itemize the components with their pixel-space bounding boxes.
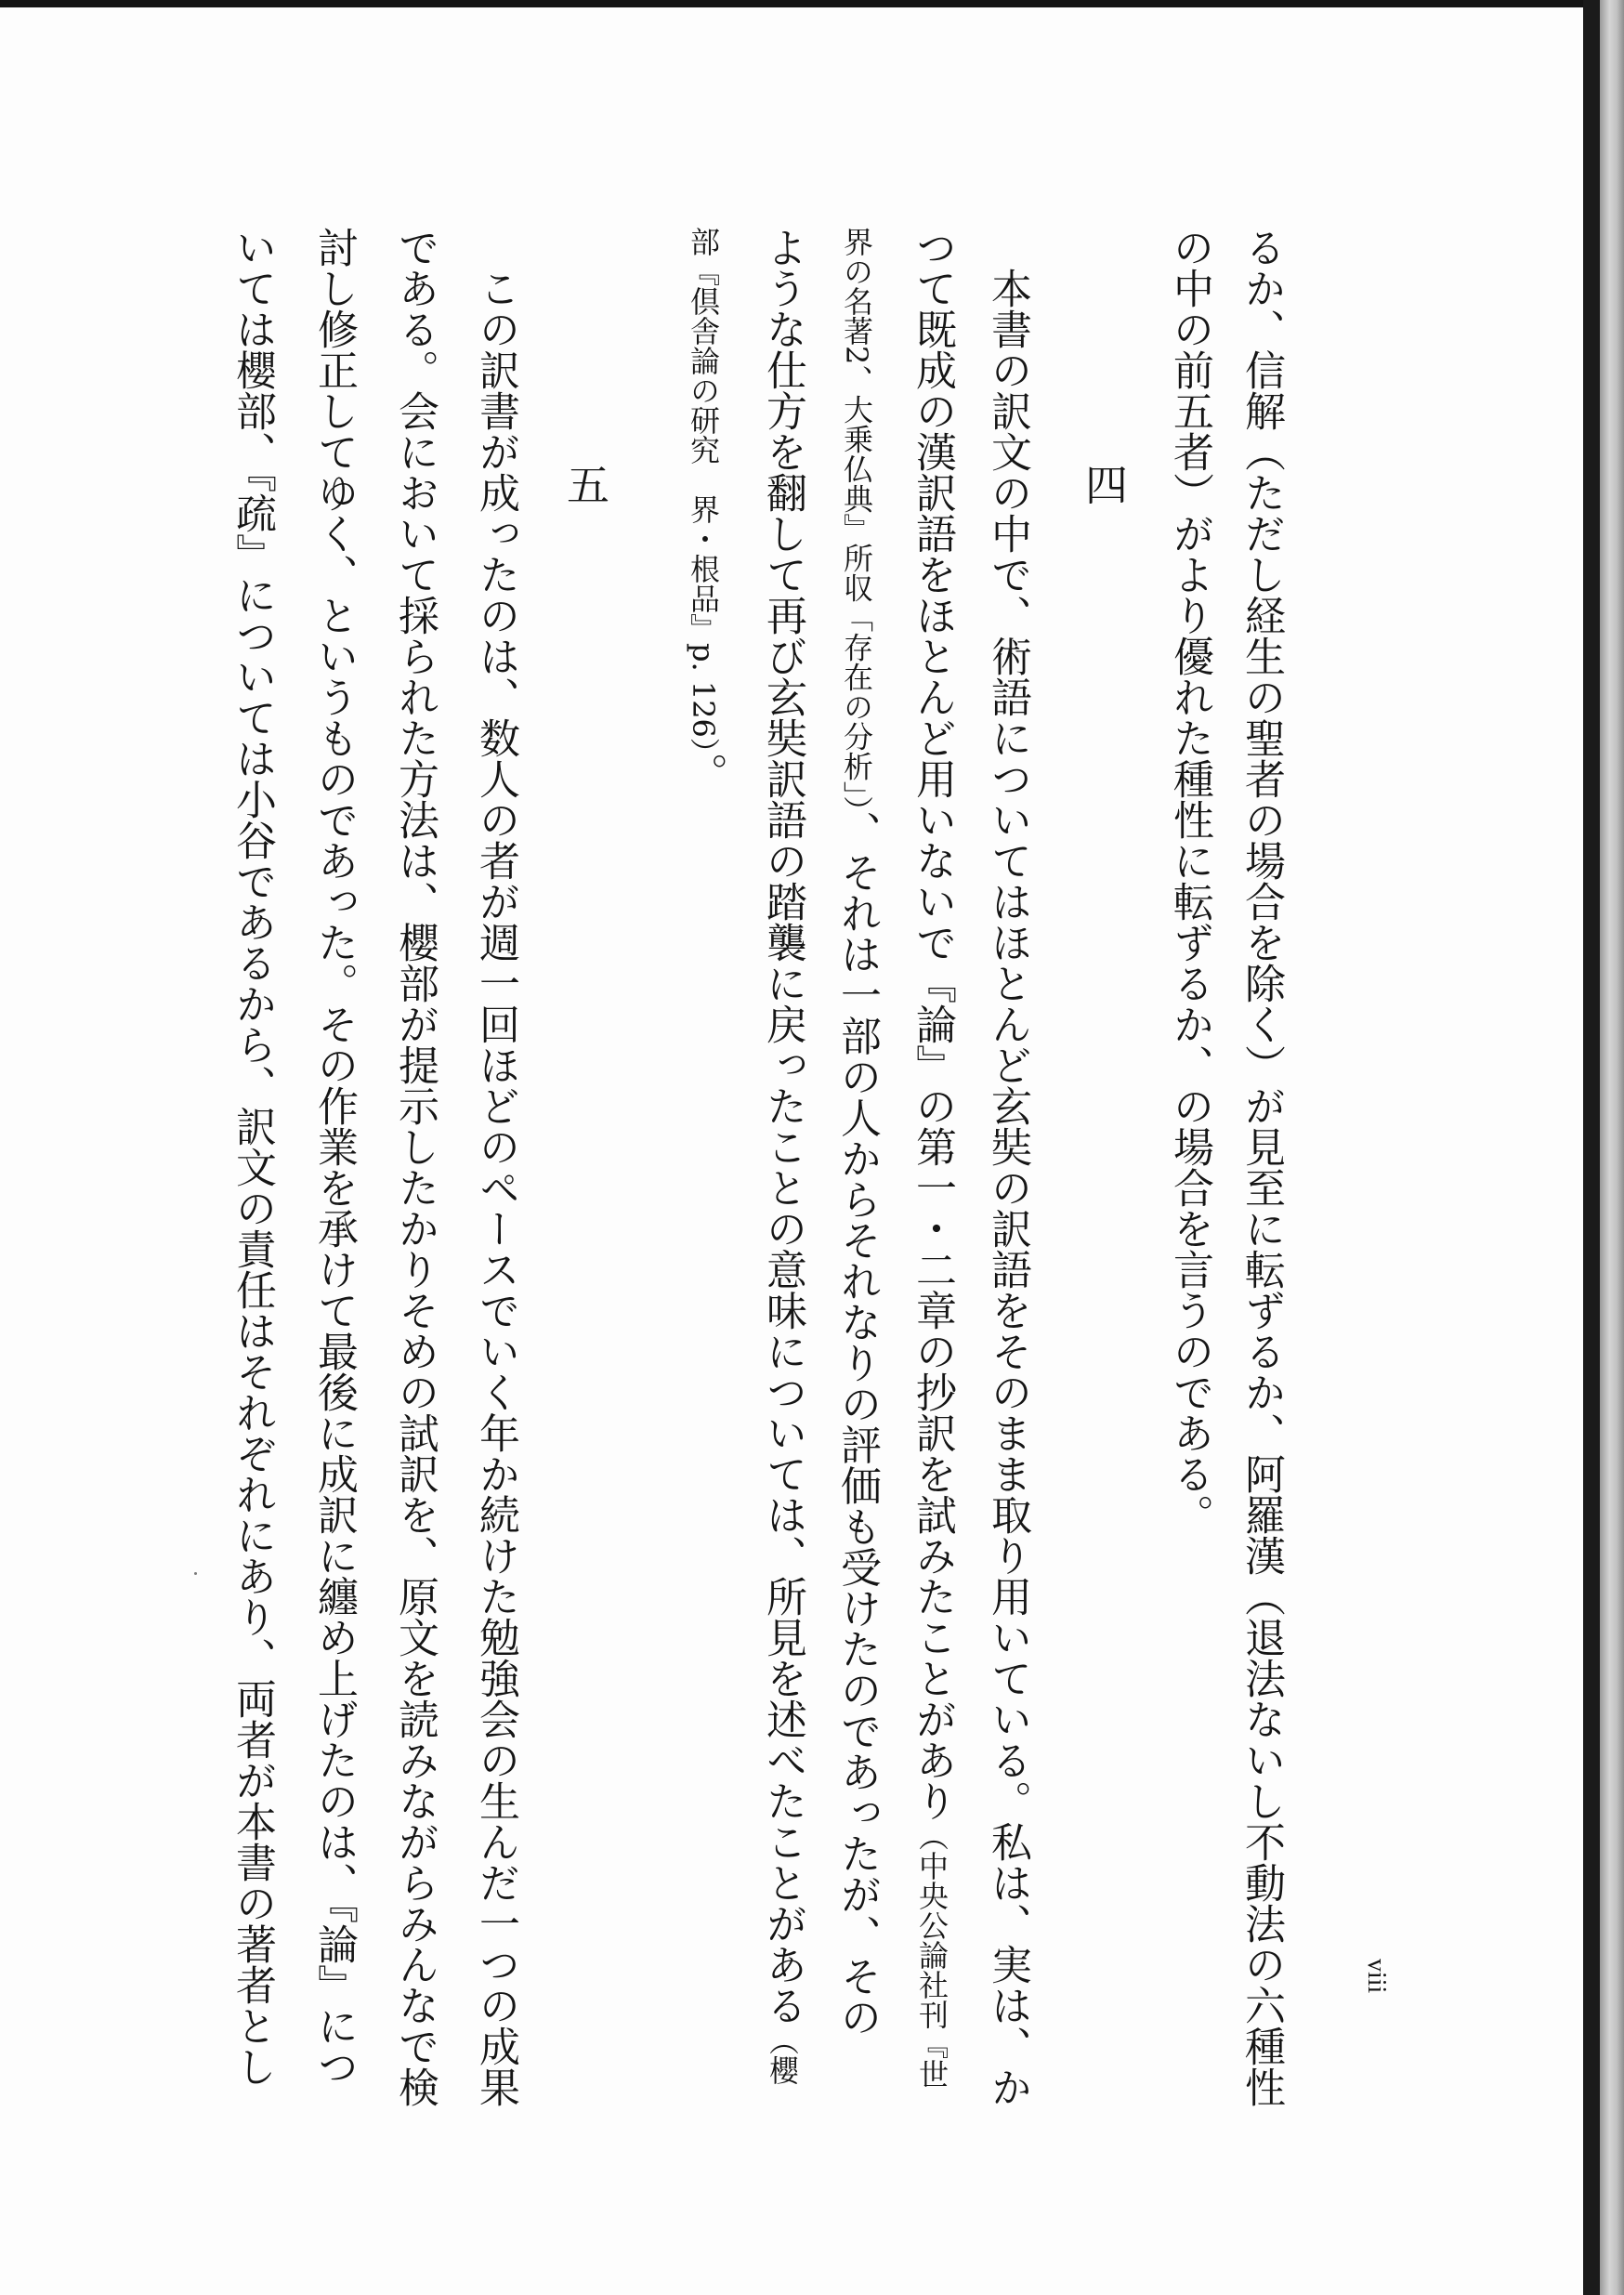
text-segment: いては櫻部、『疏』については小谷であるから、訳文の責任はそれぞれにあり、両者が本書の著者とし bbox=[229, 227, 276, 2087]
text-column bbox=[310, 227, 357, 2087]
text-column bbox=[391, 227, 438, 2107]
citation-text: （櫻 bbox=[765, 2026, 800, 2085]
text-column bbox=[229, 227, 275, 2087]
text-segment: の中の前五者）がより優れた種性に転ずるか、の場合を言うのである。 bbox=[1166, 227, 1213, 1535]
scan-edge-top bbox=[0, 0, 1587, 7]
text-column bbox=[833, 227, 880, 2037]
text-segment: 討し修正してゆく、というものであった。その作業を承けて最後に成訳に纏め上げたのは、『論』につ bbox=[310, 227, 358, 2087]
text-segment: 、それは一部の人からそれなりの評価も受けたのであったが、その bbox=[833, 810, 881, 2038]
text-column bbox=[472, 227, 518, 2107]
scan-edge-right bbox=[1583, 0, 1600, 2295]
text-column bbox=[984, 227, 1030, 2107]
citation-text: 部『倶舎論の研究 界・根品』p. 126） bbox=[686, 227, 721, 753]
scan-speck bbox=[194, 1572, 197, 1575]
text-segment: 。 bbox=[680, 752, 727, 793]
text-column bbox=[759, 227, 805, 2085]
scan-margin-right bbox=[1600, 0, 1624, 2295]
text-column bbox=[1166, 227, 1212, 1535]
page-number: viii bbox=[1362, 1959, 1391, 1994]
text-column bbox=[1238, 227, 1284, 2107]
citation-text: 界の名著2、大乗仏典』所収「存在の分析」） bbox=[839, 227, 874, 811]
text-segment: ような仕方を翻して再び玄奘訳語の踏襲に戻ったことの意味については、所見を述べたことがある bbox=[759, 227, 806, 2026]
text-segment: この訳書が成ったのは、数人の者が週一回ほどのペースでいく年か続けた勉強会の生んだ一つの成果 bbox=[472, 268, 519, 2107]
text-segment: である。会において採られた方法は、櫻部が提示したかりそめの試訳を、原文を読みながらみんなで検 bbox=[391, 227, 439, 2107]
text-segment: るか、信解（ただし経生の聖者の場合を除く）が見至に転ずるか、阿羅漢（退法ないし不動法の六種性 bbox=[1238, 227, 1285, 2107]
citation-text: （中央公論社刊『世 bbox=[914, 1821, 950, 2089]
section-heading: 四 bbox=[1079, 463, 1129, 505]
text-segment: つて既成の漢訳語をほとんど用いないで『論』の第一・二章の抄訳を試みたことがあり bbox=[909, 227, 956, 1821]
text-column bbox=[909, 227, 955, 2089]
text-column bbox=[680, 227, 727, 793]
text-segment: 本書の訳文の中で、術語についてはほとんど玄奘の訳語をそのまま取り用いている。私は、実は、か bbox=[984, 268, 1031, 2107]
section-heading: 五 bbox=[560, 463, 610, 505]
